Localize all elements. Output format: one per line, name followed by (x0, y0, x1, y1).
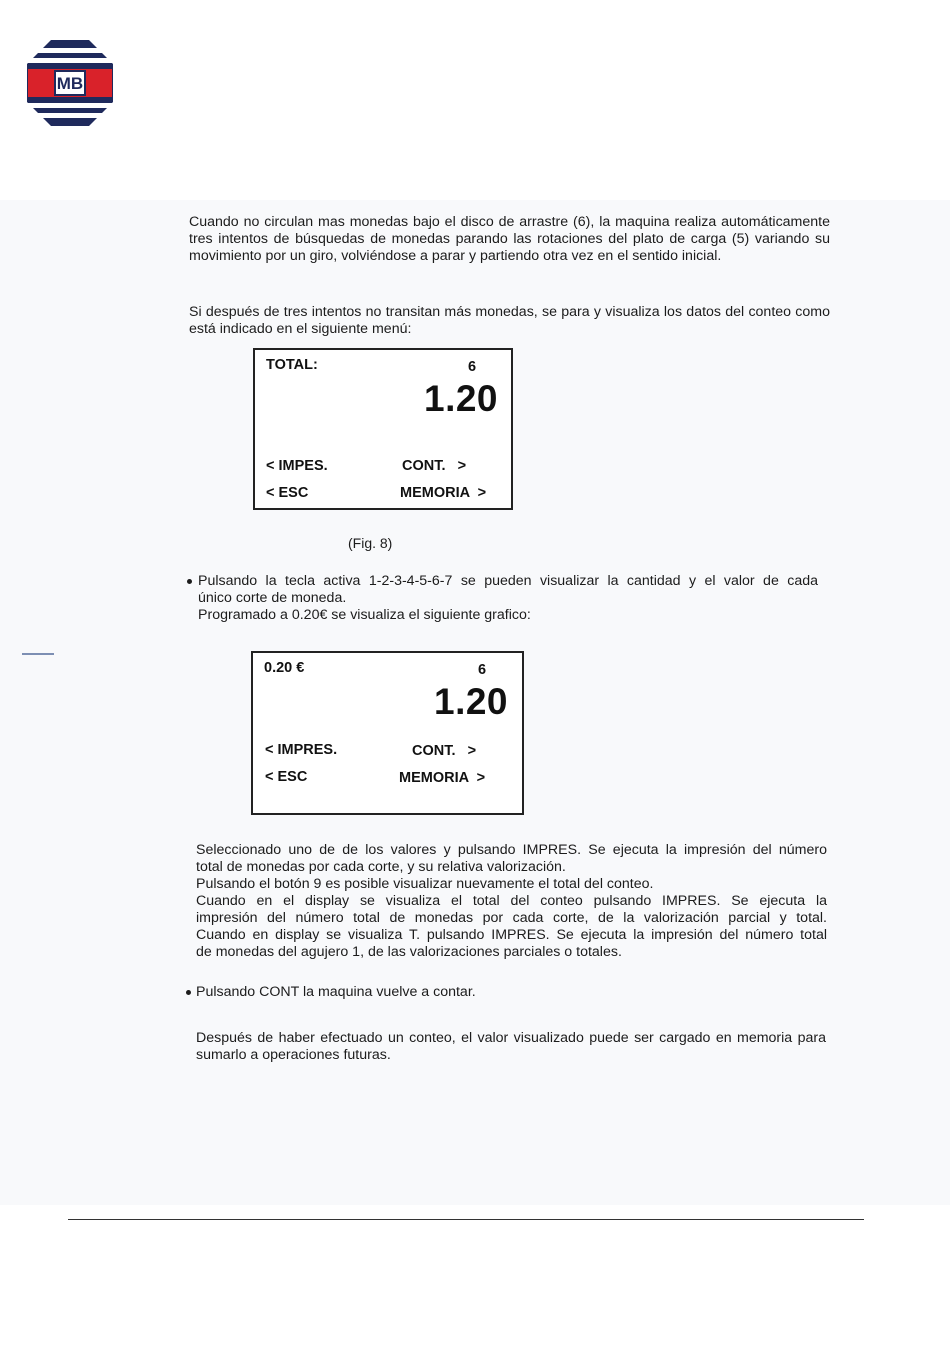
display-memory-option: MEMORIA > (400, 485, 487, 501)
display-print-option: < IMPRES. (265, 742, 338, 758)
footer-rule (68, 1219, 864, 1220)
bullet-cont-restart: Pulsando CONT la maquina vuelve a contar. (196, 984, 476, 1000)
display-print-option: < IMPES. (266, 458, 328, 474)
text-line: Cuando en el display se visualiza el total del conteo pulsando IMPRES. Se ejecuta la (196, 893, 827, 909)
display-count: 6 (468, 359, 477, 375)
bullet-line: Pulsando la tecla activa 1-2-3-4-5-6-7 se pueden visualizar la cantidad y el valor de cada (198, 573, 818, 589)
display-continue-option: CONT. > (402, 458, 467, 474)
bullet-dot (186, 990, 191, 995)
bullet-dot (187, 579, 192, 584)
paragraph-count-stop: Si después de tres intentos no transitan más monedas, se para y visualiza los datos del conteo como está indicado en el siguiente menú: (189, 304, 830, 337)
paragraph-print-instructions (196, 842, 827, 961)
text-line: impresión del número total de monedas por cada corte, de la valorización parcial y total. (196, 910, 827, 926)
text-line: Cuando en display se visualiza T. pulsando IMPRES. Se ejecuta la impresión del número total (196, 927, 827, 943)
margin-mark (22, 653, 54, 655)
text-line: Seleccionado uno de de los valores y pulsando IMPRES. Se ejecuta la impresión del número (196, 842, 827, 858)
display-value: 1.20 (434, 681, 509, 722)
display-esc-option: < ESC (265, 769, 308, 785)
paragraph-search-attempts: Cuando no circulan mas monedas bajo el disco de arrastre (6), la maquina realiza automáticamente tres intentos de búsquedas de monedas parando las rotaciones del plato de carga (5) variando su movimiento por un giro, volviéndose a parar y partiendo otra vez en el sentido inicial. (189, 214, 830, 264)
display-continue-option: CONT. > (412, 743, 477, 759)
display-value: 1.20 (424, 378, 499, 419)
text-line: total de monedas por cada corte, y su relativa valorización. (196, 859, 566, 875)
logo-text: MB (56, 74, 84, 93)
display-coin-screen (251, 651, 524, 815)
bullet-line: único corte de moneda. (198, 590, 347, 606)
bullet-key-select (198, 573, 818, 624)
display-count: 6 (478, 662, 487, 678)
display-label: 0.20 € (264, 660, 305, 676)
text-line: de monedas del agujero 1, de las valorizaciones parciales o totales. (196, 944, 622, 960)
bullet-line: Programado a 0.20€ se visualiza el siguiente grafico: (198, 607, 531, 623)
display-memory-option: MEMORIA > (399, 770, 486, 786)
figure-caption: (Fig. 8) (348, 535, 393, 551)
mb-logo (25, 38, 115, 128)
display-esc-option: < ESC (266, 485, 309, 501)
display-total-screen (253, 348, 513, 510)
display-label: TOTAL: (266, 357, 318, 373)
paragraph-memory: Después de haber efectuado un conteo, el valor visualizado puede ser cargado en memoria para sumarlo a operaciones futuras. (196, 1030, 826, 1063)
text-line: Pulsando el botón 9 es posible visualizar nuevamente el total del conteo. (196, 876, 654, 892)
